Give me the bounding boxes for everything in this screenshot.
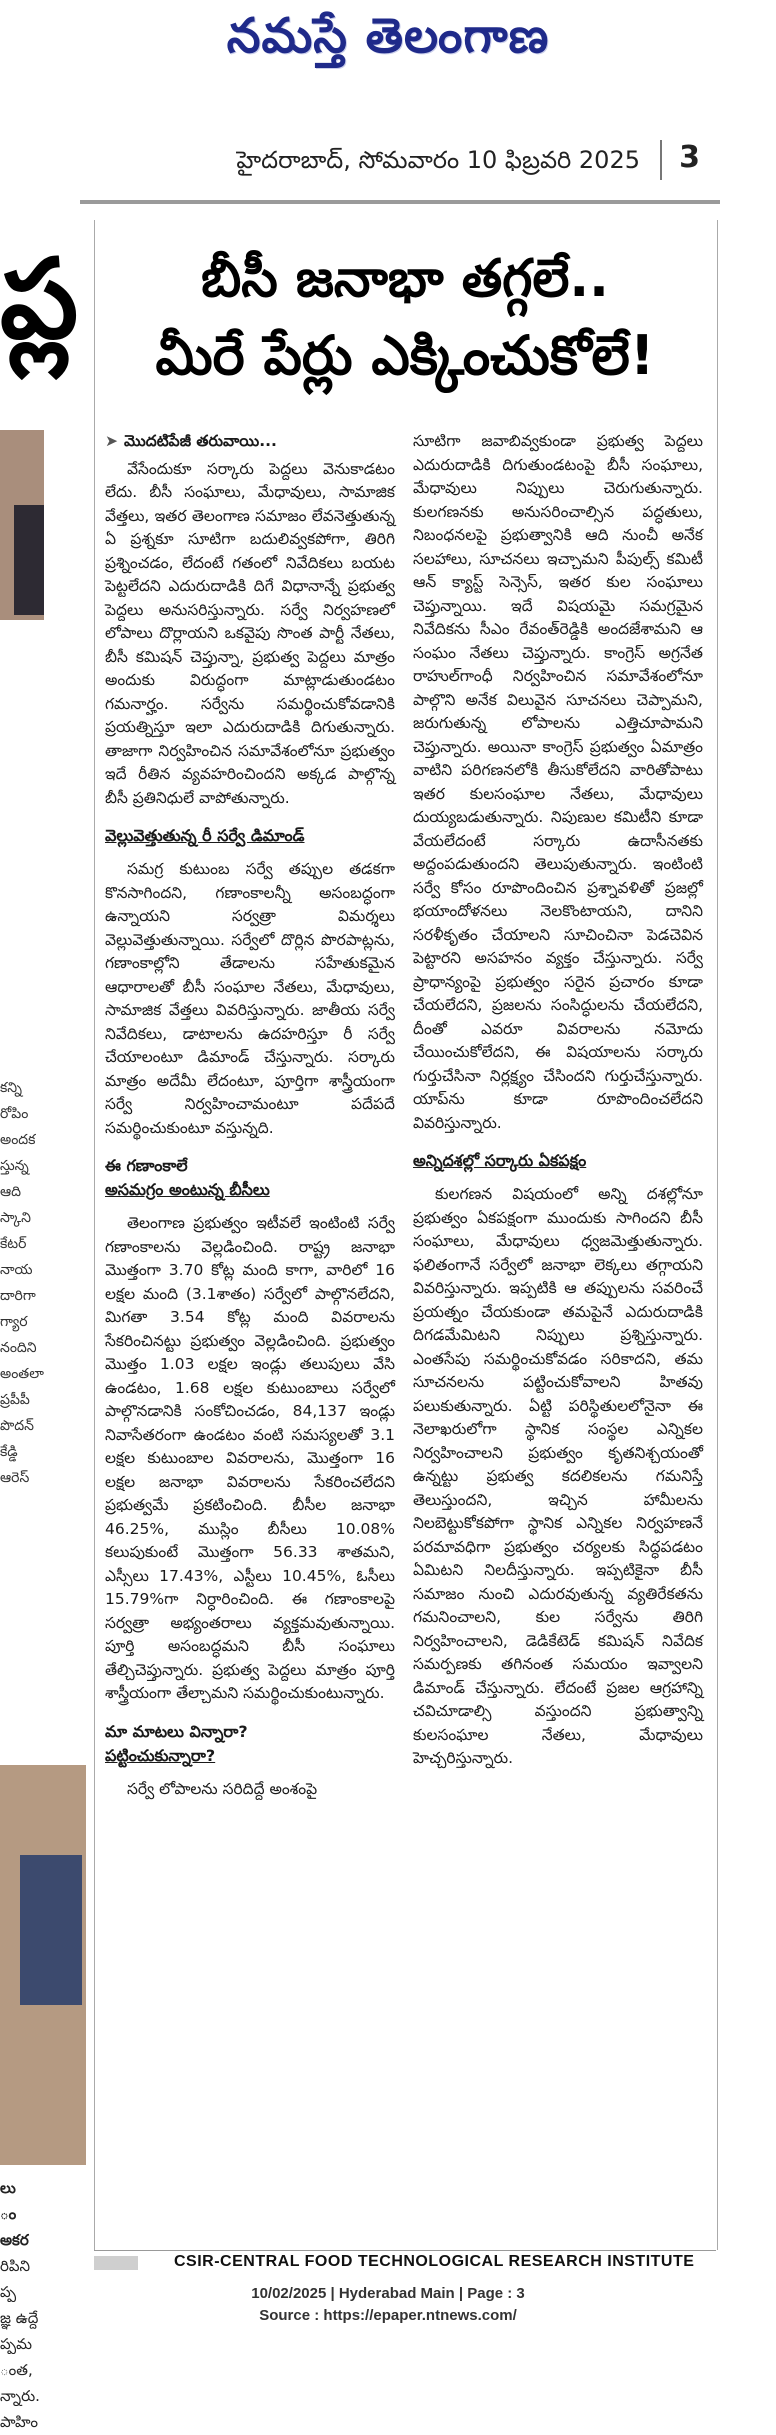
article-column-2: [413, 430, 703, 2240]
paragraph: సమగ్ర కుటుంబ సర్వే తప్పుల తడకగా కొనసాగిందని, గణాంకాలన్నీ అసంబద్ధంగా ఉన్నాయని సర్వత్రా విమర్శలు వెల్లువెత్తుతున్నాయి. సర్వేలో దొర్లిన పొరపాట్లను, గణాంకాల్లోని తేడాలను సహేతుకమైన ఆధారాలతో బీసీ సంఘాల నేతలు, మేధావులు, సామాజిక వేత్తలు వివరిస్తున్నారు. జాతీయ సర్వే నివేదికలు, డాటాలను ఉదహరిస్తూ రీ సర్వే చేయాలంటూ డిమాండ్ చేస్తున్నారు. సర్కారు మాత్రం అదేమీ లేదంటూ, పూర్తిగా శాస్త్రీయంగా సర్వే నిర్వహించామంటూ పదేపదే సమర్థించుకుంటూ వస్తున్నది.: [105, 860, 395, 1137]
adjacent-text-fragment-a: కన్ని రోపిం అందక స్తున్న ఆది స్కాని కేటర్ నాయ దారిగా గ్యార నందిని అంతలా ప్రపీపీ పొదన్ కేడ్డి ఆరెస్: [0, 1080, 44, 1486]
headline-line-1: బీసీ జనాభా తగ్గలే..: [201, 249, 609, 309]
header-rule: [80, 200, 720, 204]
triangle-icon: ➤: [105, 432, 118, 450]
adjacent-headline-fragment: ప్ల: [0, 235, 79, 363]
masthead: [0, 0, 776, 80]
edition-date: హైదరాబాద్, సోమవారం 10 ఫిబ్రవరి 2025: [236, 146, 640, 174]
dateline: [120, 140, 720, 184]
paragraph: తెలంగాణ ప్రభుత్వం ఇటీవలే ఇంటింటి సర్వే గణాంకాలను వెల్లడించింది. రాష్ట్ర జనాభా మొత్తంగా 3.70 కోట్ల మంది కాగా, వారిలో 16 లక్షల మంది (3.1శాతం) సర్వేలో పాల్గొనలేదని, మిగతా 3.54 కోట్ల మంది వివరాలను సేకరించినట్టు ప్రభుత్వం వెల్లడించింది. ప్రభుత్వం మొత్తం 1.03 లక్షల ఇండ్లు తలుపులు వేసి ఉండటం, 1.68 లక్షల కుటుంబాలు సర్వేలో పాల్గొనడానికి సంకోచించడం, 84,137 ఇండ్లు నివాసేతరంగా ఉండటం వంటి సమస్యలతో 3.1 లక్షల కుటుంబాల వివరాలను, మొత్తంగా 16 లక్షల జనాభా వివరాలను సేకరించలేదని ప్రభుత్వమే ప్రకటించింది. బీసీల జనాభా 46.25%, ముస్లిం బీసీలు 10.08% కలుపుకుంటే మొత్తంగా 56.33 శాతమని, ఎస్సీలు 17.43%, ఎస్టీలు 10.45%, ఓసీలు 15.79%గా నిర్ధారించింది. ఈ గణాంకాలపై సర్వత్రా అభ్యంతరాలు వ్యక్తమవుతున్నాయి. పూర్తి అసంబద్ధమని బీసీ సంఘాలు తేల్చిచెప్తున్నారు. ప్రభుత్వ పెద్దలు మాత్రం పూర్తి శాస్త్రీయంగా తేల్చామని సమర్థించుకుంటున్నారు.: [105, 1214, 395, 1702]
paragraph: కులగణన విషయంలో అన్ని దశల్లోనూ ప్రభుత్వం ఏకపక్షంగా ముందుకు సాగిందని బీసీ సంఘాలు, మేధావులు ధ్వజమెత్తుతున్నారు. ఫలితంగానే సర్వేలో జనాభా లెక్కలు తగ్గాయని వివరిస్తున్నారు. ఇప్పటికి ఆ తప్పులను సవరించే ప్రయత్నం చేయకుండా తమపైనే ఎదురుదాడికి దిగడమేమిటని నిప్పులు ప్రశ్నిస్తున్నారు. ఎంతసేపు సమర్థించుకోవడం సరికాదని, తమ సూచనలను పట్టించుకోవాలని హితవు పలుకుతున్నారు. ఏట్టి పరిస్థితులలోనైనా ఈ నెలాఖరులోగా స్థానిక సంస్థల ఎన్నికల నిర్వహించాలని ప్రభుత్వం కృతనిశ్చయంతో ఉన్నట్టు ప్రభుత్వ కదలికలను గమనిస్తే తెలుస్తుందని, ఇచ్చిన హామీలను నిలబెట్టుకోకపోగా స్థానిక ఎన్నికల నిర్వహణనే పరమావధిగా ప్రభుత్వం చర్యలకు సిద్ధపడటం ఏమిటని నిలదీస్తున్నారు. ఇప్పటికైనా బీసీ సమాజం నుంచి ఎదురవుతున్న వ్యతిరేకతను గమనించాలని, కుల సర్వేను తిరిగి నిర్వహించాలని, డెడికేటెడ్ కమిషన్ నివేదిక సమర్పణకు తగినంత సమయం ఇవ్వాలని డిమాండ్ చేస్తున్నారు. లేదంటే ప్రజల ఆగ్రహాన్ని చవిచూడాల్సి వస్తుందని ప్రభుత్వాన్ని కులసంఘాల నేతలు, మేధావులు హెచ్చరిస్తున్నారు.: [413, 1185, 703, 1767]
article-column-1: [105, 430, 395, 2240]
subheading: ఈ గణాంకాలే అసమగ్రం అంటున్న బీసీలు: [105, 1156, 270, 1199]
bottom-ad-strip: [94, 2250, 716, 2277]
dateline-divider: [660, 140, 662, 180]
paragraph: సర్వే లోపాలను సరిదిద్దే అంశంపై: [127, 1779, 318, 1798]
paragraph: సూటిగా జవాబివ్వకుండా ప్రభుత్వ పెద్దలు ఎదురుదాడికి దిగుతుండటంపై బీసీ సంఘాలు, మేధావులు నిప్పులు చెరుగుతున్నారు. కులగణనకు అనుసరించాల్సిన పద్ధతులు, నిబంధనలపై ప్రభుత్వానికి ఆది నుంచీ అనేక సలహాలు, సూచనలు ఇచ్చామని పీపుల్స్ కమిటీ ఆన్ క్యాస్ట్ సెన్సెస్, ఇతర కుల సంఘాలు చెప్తున్నాయి. ఇదే విషయమై సమగ్రమైన నివేదికను సీఎం రేవంత్‌రెడ్డికి అందజేశామని ఆ సంఘం నేతలు చెప్తున్నారు. కాంగ్రెస్ అగ్రనేత రాహుల్‌గాంధీ నిర్వహించిన సమావేశంలోనూ పాల్గొని అనేక విలువైన సూచనలు చెప్పామని, జరుగుతున్న లోపాలను ఎత్తిచూపామని చెప్తున్నారు. అయినా కాంగ్రెస్ ప్రభుత్వం ఏమాత్రం వాటిని పరిగణనలోకి తీసుకోలేదని వారితోపాటు ఇతర కులసంఘాల నేతలు, మేధావులు దుయ్యబడుతున్నారు. నిపుణుల కమిటీని కూడా వేయలేదంటే సర్కారు ఉదాసీనతకు అద్దంపడుతుందని తెలుపుతున్నారు. ఇంటింటి సర్వే కోసం రూపొందించిన ప్రశ్నావళితో ప్రజల్లో భయాందోళనలు నెలకొంటాయని, దానిని సరళీకృతం చేయాలని సూచించినా పెడచెవిన పెట్టారని అసహనం వ్యక్తం చేస్తున్నారు. సర్వే ప్రాధాన్యంపై ప్రభుత్వం సరైన ప్రచారం కూడా చేయలేదని, ప్రజలను సంసిద్ధులను చేయలేదని, దీంతో ఎవరూ వివరాలను నమోదు చేయించుకోలేదని, ఈ విషయాలను సర్కారు గుర్తుచేసినా నిర్లక్ష్యం చేసిందని గుర్తుచేస్తున్నారు. యాప్‌ను కూడా రూపొందించలేదని వివరిస్తున్నారు.: [413, 432, 703, 1132]
adjacent-text-fragment-b: లు ం అకర రిపిని ప్ప జ్ఞ ఉద్దే ప్పమ ంత, న్నారు. పాహిం: [0, 2179, 40, 2431]
article-headline: [105, 242, 705, 396]
newspaper-logo: నమస్తే తెలంగాణ: [226, 8, 550, 64]
epaper-footer: [0, 2283, 776, 2327]
footer-source-link[interactable]: Source : https://epaper.ntnews.com/: [259, 2307, 517, 2324]
adjacent-photo-top-figure: [14, 505, 44, 615]
footer-edition-info: 10/02/2025 | Hyderabad Main | Page : 3: [251, 2285, 525, 2302]
ad-bar-decoration: [94, 2256, 138, 2270]
paragraph: వేసేందుకూ సర్కారు పెద్దలు వెనుకాడటం లేదు. బీసీ సంఘాలు, మేధావులు, సామాజిక వేత్తలు, ఇతర తెలంగాణ సమాజం లేవనెత్తుతున్న ఏ ప్రశ్నకూ సూటిగా బదులివ్వకపోగా, తిరిగి ప్రశ్నించడం, లేదంటే గతంలో నివేదికలు బయట పెట్టలేదని ఎదురుదాడికి దిగే విధానాన్నే ప్రభుత్వ పెద్దలు అనుసరిస్తున్నారు. సర్వే నిర్వహణలో లోపాలు దొర్లాయని ఒకవైపు సొంత పార్టీ నేతలు, బీసీ కమిషన్ చెప్తున్నా, ప్రభుత్వ పెద్దలు మాత్రం అందుకు విరుద్ధంగా మాట్లాడుతుండటం గమనార్హం. సర్వేను సమర్థించుకోవడానికి ప్రయత్నిస్తూ ఇలా ఎదురుదాడికి దిగుతున్నారు. తాజాగా నిర్వహించిన సమావేశంలోనూ ప్రభుత్వం ఇదే రీతిన వ్యవహరించిందని అక్కడ పాల్గొన్న బీసీ ప్రతినిధులే వాపోతున్నారు.: [105, 459, 395, 807]
main-article: [94, 220, 718, 2250]
subheading: వెల్లువెత్తుతున్న రీ సర్వే డిమాండ్: [105, 826, 305, 845]
headline-line-2: మీరే పేర్లు ఎక్కించుకోలే!: [155, 324, 655, 387]
subheading: మా మాటలు విన్నారా? పట్టించుకున్నారా?: [105, 1721, 248, 1765]
adjacent-photo-bottom-figure: [20, 1855, 82, 2005]
adjacent-article-fragment: [0, 215, 88, 2431]
page-number: 3: [679, 140, 700, 175]
continuation-kicker: ➤ మొదటిపేజీ తరువాయి...: [105, 432, 277, 450]
subheading: అన్నిదశల్లో సర్కారు ఏకపక్షం: [413, 1151, 587, 1170]
ad-text: CSIR-CENTRAL FOOD TECHNOLOGICAL RESEARCH INSTITUTE: [174, 2253, 695, 2270]
